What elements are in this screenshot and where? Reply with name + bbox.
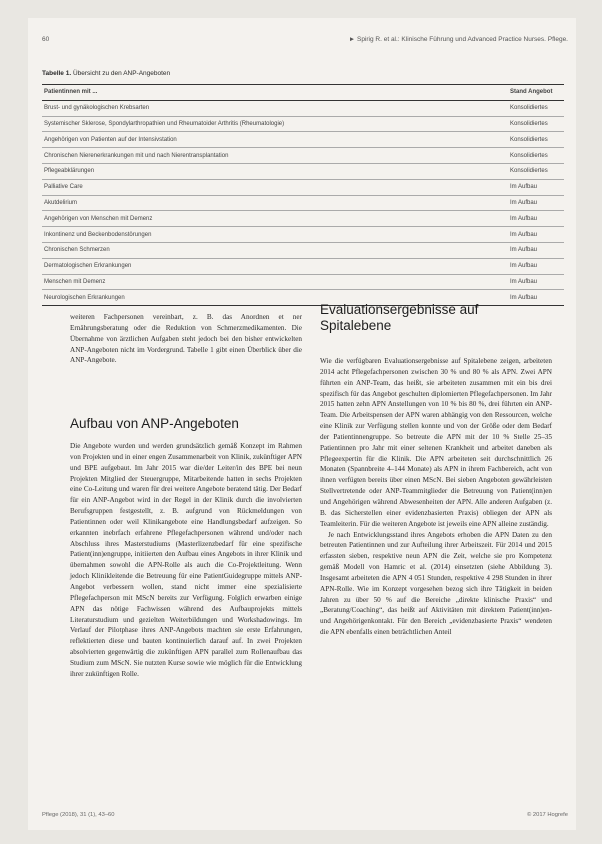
cell-status: Im Aufbau [508, 258, 564, 274]
cell-patients: Palliative Care [42, 179, 508, 195]
cell-patients: Brust- und gynäkologischen Krebsarten [42, 100, 508, 116]
page-header [28, 18, 576, 42]
table-caption-label: Tabelle 1. [42, 70, 72, 77]
table-row [42, 100, 564, 116]
anp-offers-table [42, 84, 564, 306]
footer-citation: Pflege (2018), 31 (1), 43–60 [42, 812, 115, 818]
table-row [42, 274, 564, 290]
right-column-body [320, 356, 552, 638]
evaluation-paragraph-1: Wie die verfügbaren Evaluationsergebnisse auf Spitalebene zeigen, arbeiteten 2014 acht Pflegefachpersonen zwischen 30 % und 80 % als APN. Zwei APN führten ein ANP-Team, das heißt, sie arbeiteten zusammen mit ein bis drei spezifisch für das Angebot geschulten diplomierten Pflegefachpersonen. Im Jahr 2015 hatten zehn APN Anstellungen von 10 % bis 80 %, drei führten ein ANP-Team. Die Arbeitspensen der APN waren abhängig von den Ressourcen, welche eine Klinik zur Verfügung stellen konnte und von der Größe oder dem Bedarf der Patientinnengruppe. So betreute die APN mit der 10 % Stelle 25–35 Patientinnen pro Jahr mit einer seltenen Krankheit und arbeitet daneben als Pflegeexpertin für die Klinik. Die APN arbeiteten seit durchschnittlich 26 Monaten (Spannbreite 4–144 Monate) als APN in ihrem Fachbereich, acht von ihnen verfügten bereits über einen MScN. Bei sieben Angeboten gewährleisten Stellvertretende oder ANP-Teammitglieder die Betreuung von Patient(inn)en und Angehörigen während Abwesenheiten der APN. Alle anderen Aufgaben (z. B. das Sicherstellen einer evidenzbasierten Praxis) obliegen der APN als Teamleiterin. Für die weiteren Angebote ist jeweils eine APN alleine zuständig. [320, 357, 552, 528]
table-row [42, 132, 564, 148]
table-caption-text: Übersicht zu den ANP-Angeboten [72, 70, 171, 77]
table-row [42, 227, 564, 243]
cell-patients: Angehörigen von Patienten auf der Intensivstation [42, 132, 508, 148]
section-heading-evaluation: Evaluationsergebnisse auf Spitalebene [320, 302, 479, 333]
table-row [42, 163, 564, 179]
cell-patients: Menschen mit Demenz [42, 274, 508, 290]
section-heading-aufbau: Aufbau von ANP-Angeboten [70, 416, 239, 431]
cell-patients: Chronischen Nierenerkrankungen mit und nach Nierentransplantation [42, 148, 508, 164]
aufbau-paragraph: Die Angebote wurden und werden grundsätzlich gemäß Konzept im Rahmen von Projekten und in einer engen Zusammenarbeit von Klinik, zukünftiger APN und BPE aufgebaut. Im Jahr 2015 war die/der Leiter/in des BPE bei neun Projekten Mitglied der Steuergruppe, Mitarbeitende hatten in sechs Projekten eine Co-Leitung und waren für drei weitere Angebote beratend tätig. Der Bedarf für ein ANP-Angebot wird in der Regel in der Klinik durch die involvierten Berufsgruppen festgestellt, z. B. aufgrund von Rückmeldungen von Patientinnen oder weil Klinikangebote eine Handlungsbedarf aufzeigen. So erkannten inebrfach erfahrene Pflegefachpersonen während und/oder nach Abschluss ihres Masterstudiums (Masterlizenzbedarf für eine spezifische Patient(inn)engruppe, initiierten den Aufbau eines Angebots in ihrer Klinik und übernahmen sowohl die APN-Rolle als auch die Co-Projektleitung. Wenn jedoch Klinikleitende die Betreuung für eine PatientGuidegruppe mittels ANP-Angebot verbessern wollen, stand nicht immer eine spezialisierte Pflegefachperson mit MScN bereits zur Verfügung. Folglich erwarben einige APN das nötige Fachwissen während des Aufbauprojekts mittels Literaturstudium und gezielten Weiterbildungen und Workshadowings. Im Verlauf der Pilotphase ihres ANP-Angebots machten sie erste Erfahrungen, reflektierten diese und bauten kontinuierlich darauf auf. In zwei Projekten absolvierten gegenwärtig die zukünftigen APN parallel zum Rollenaufbau das Studium zum MScN. Sie nutzten Kurse sowie wie möglich für die Entwicklung ihrer zukünftigen Rolle. [70, 442, 302, 678]
table-row [42, 258, 564, 274]
table-row [42, 116, 564, 132]
page-number: 60 [42, 36, 50, 43]
cell-status: Konsolidiertes [508, 132, 564, 148]
table-row [42, 211, 564, 227]
cell-status: Im Aufbau [508, 290, 564, 306]
cell-patients: Neurologischen Erkrankungen [42, 290, 508, 306]
table-row [42, 242, 564, 258]
running-title: ► Spirig R. et al.: Klinische Führung und Advanced Practice Nurses. Pflege. [348, 36, 568, 43]
table-caption [42, 70, 170, 77]
cell-patients: Dermatologischen Erkrankungen [42, 258, 508, 274]
cell-status: Im Aufbau [508, 274, 564, 290]
cell-status: Konsolidiertes [508, 163, 564, 179]
table-body [42, 100, 564, 305]
column-header-status: Stand Angebot [508, 85, 564, 101]
table-row [42, 148, 564, 164]
cell-patients: Chronischen Schmerzen [42, 242, 508, 258]
cell-status: Im Aufbau [508, 227, 564, 243]
cell-status: Im Aufbau [508, 211, 564, 227]
cell-status: Im Aufbau [508, 195, 564, 211]
left-column-body [70, 441, 302, 680]
cell-status: Konsolidiertes [508, 148, 564, 164]
document-page [28, 18, 576, 830]
cell-patients: Systemischer Sklerose, Spondylarthropathien und Rheumatoider Arthritis (Rheumatologie) [42, 116, 508, 132]
cell-status: Im Aufbau [508, 242, 564, 258]
table-row [42, 179, 564, 195]
footer-copyright: © 2017 Hogrefe [526, 812, 568, 818]
table-header-row [42, 85, 564, 101]
evaluation-paragraph-2: Je nach Entwicklungsstand ihres Angebots erhoben die APN Daten zu den betreuten Patientinnen und zur Aufteilung ihrer Arbeitszeit. Für 2014 und 2015 erfassten sieben, respektive neun APN die Zeit, welche sie pro Kompetenz gemäß Modell von Hamric et al. (2014) einsetzten (siehe Abbildung 3). Insgesamt arbeiteten die APN 4 051 Stunden, respektive 4 298 Stunden in ihrer APN-Rolle. Wie im Konzept vorgesehen bezog sich ihre Tätigkeit in beiden Jahren zu über 50 % auf die Bereiche „direkte klinische Praxis“ und „Beratung/Coaching“, das heißt auf Aktivitäten mit direktem Patient(inn)en- und Angehörigenkontakt. Für den Bereich „evidenzbasierte Praxis“ wendeten die APN ebenfalls einen beträchtlichen Anteil [320, 530, 552, 637]
cell-patients: Pflegeabklärungen [42, 163, 508, 179]
cell-status: Konsolidiertes [508, 116, 564, 132]
left-column-intro [70, 312, 302, 366]
cell-status: Konsolidiertes [508, 100, 564, 116]
cell-patients: Akutdelirium [42, 195, 508, 211]
page-footer [42, 812, 568, 818]
cell-status: Im Aufbau [508, 179, 564, 195]
intro-paragraph: weiteren Fachpersonen vereinbart, z. B. das Anordnen et ner Ernährungsberatung oder die Reduktion von Schmerzmedikamenten. Die Übernahme von ärztlichen Aufgaben steht jedoch bei den bisher entwickelten ANP-Angeboten nicht im Vordergrund. Tabelle 1 gibt einen Überblick über die ANP-Angebote. [70, 313, 302, 365]
table-row [42, 195, 564, 211]
cell-patients: Angehörigen von Menschen mit Demenz [42, 211, 508, 227]
column-header-patients: Patientinnen mit ... [42, 85, 508, 101]
cell-patients: Inkontinenz und Beckenbodenstörungen [42, 227, 508, 243]
